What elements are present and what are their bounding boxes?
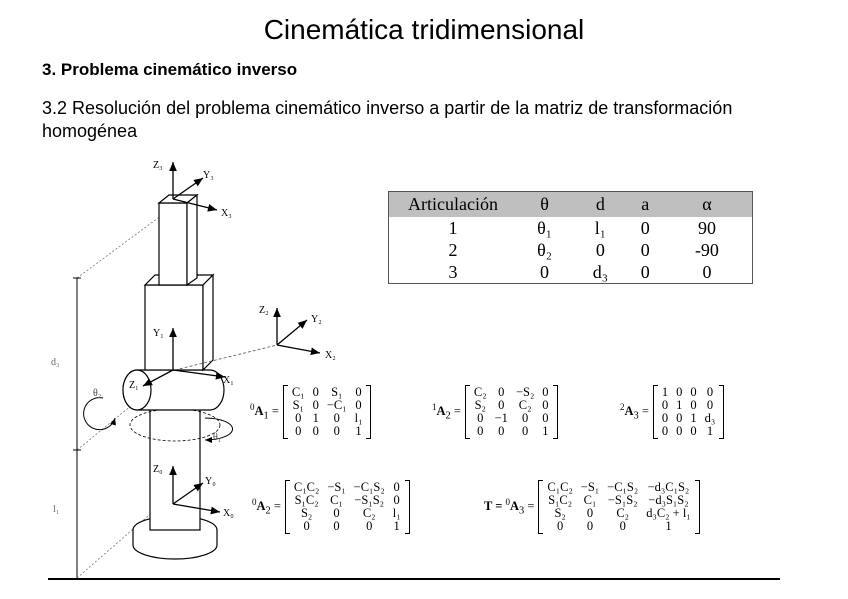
matrix-cell: 0: [706, 385, 714, 399]
matrix-cell: 0: [333, 506, 340, 520]
table-row: [389, 261, 753, 284]
l1-label: l₁: [53, 504, 60, 515]
table-cell: 1: [448, 217, 458, 238]
matrix-cell: 0: [295, 411, 302, 425]
matrix-cell: −d₃S₁S₂: [648, 493, 689, 507]
header-d: d: [572, 192, 629, 218]
matrix-cell: 1: [676, 398, 683, 412]
table-cell: 0: [540, 261, 550, 282]
matrix-cell: C₁: [330, 493, 343, 507]
matrix-cell: −S₁S₂: [607, 493, 638, 507]
matrix-cell: 0: [498, 385, 505, 399]
matrix-cell: −S₁: [327, 480, 346, 494]
matrix-cell: 0: [676, 411, 683, 425]
matrix-cell: −S₂: [515, 385, 535, 399]
table-cell: 0: [640, 261, 650, 282]
matrix-cell: S₁C₂: [548, 493, 573, 507]
matrix-cell: 0: [661, 411, 669, 425]
z0-label: Z₀: [153, 464, 163, 475]
theta1-label: θ₁: [213, 432, 222, 443]
matrix-cell: S₁C₂: [294, 493, 319, 507]
matrix-cell: 0: [355, 385, 362, 399]
y1-label: Y₁: [153, 328, 164, 339]
matrix-cell: −1: [494, 411, 508, 425]
y2-label: Y₂: [311, 314, 322, 325]
matrix-label: $^0A_1$ =: [250, 402, 279, 422]
matrix-cell: l₁: [354, 411, 363, 425]
matrix-cell: 0: [690, 398, 697, 412]
table-row: [389, 217, 753, 239]
matrix-cell: 0: [333, 411, 340, 425]
table-cell: 0: [640, 239, 650, 260]
matrix-label: $^1A_2$ =: [432, 402, 461, 422]
table-header-row: [389, 192, 753, 218]
matrix-cell: C₁: [583, 493, 597, 507]
matrix-cell: 0: [312, 424, 319, 438]
matrix-cell: 1: [706, 424, 714, 438]
matrix-cell: S₂: [300, 506, 313, 520]
matrix-cell: 0: [661, 398, 669, 412]
matrix-cell: 0: [312, 398, 319, 412]
matrix-cell: 1: [393, 519, 400, 533]
subsection-text: 3.2 Resolución del problema cinemático inverso a partir de la matriz de transformación homogénea: [42, 98, 733, 141]
matrix-cell: −C₁S₂: [353, 480, 385, 494]
matrix-cell: 0: [619, 519, 626, 533]
matrix-A12: [432, 385, 558, 439]
table-cell: 0: [640, 217, 650, 238]
table-cell: 90: [697, 217, 716, 238]
table-cell: θ₂: [537, 239, 552, 260]
matrix-T: [484, 480, 700, 534]
matrix-cell: 0: [366, 519, 373, 533]
matrix-cell: 0: [542, 411, 549, 425]
matrix-cell: 0: [521, 424, 529, 438]
matrix-label: $T = ^0A_3$ =: [484, 497, 535, 517]
y0-label: Y₀: [205, 476, 216, 487]
table-cell: 0: [595, 239, 605, 260]
x0-label: X₀: [223, 508, 234, 519]
header-a: a: [629, 192, 662, 218]
matrix-cell: 0: [690, 424, 697, 438]
d3-label: d₃: [51, 357, 60, 368]
matrix-cell: 0: [312, 385, 319, 399]
matrix-A02: [252, 480, 410, 534]
table-cell: d₃: [592, 261, 608, 282]
matrix-cell: 0: [676, 385, 683, 399]
matrix-cell: C₂: [518, 398, 532, 412]
matrix-cell: d₃: [704, 411, 716, 425]
matrix-cell: 0: [393, 480, 400, 494]
matrix-cell: −C₁: [326, 398, 347, 412]
matrix-cell: 0: [556, 519, 564, 533]
matrix-cell: 0: [498, 424, 505, 438]
z2-label: Z₂: [259, 305, 269, 316]
matrix-cell: S₂: [474, 398, 486, 412]
matrix-cell: 1: [542, 424, 549, 438]
table-cell: -90: [694, 239, 719, 260]
matrix-cell: 0: [706, 398, 714, 412]
z1-label: Z₁: [129, 380, 139, 391]
matrix-cell: 0: [303, 519, 310, 533]
table-cell: θ₁: [537, 217, 552, 238]
matrix-cell: S₁: [331, 385, 343, 399]
matrix-cell: 0: [586, 519, 594, 533]
section-heading: 3. Problema cinemático inverso: [42, 60, 298, 79]
header-articulacion: Articulación: [389, 192, 518, 218]
matrix-cell: 0: [676, 424, 683, 438]
matrix-label: $^0A_2$ =: [252, 497, 281, 517]
header-alpha: α: [662, 192, 753, 218]
matrix-cell: S₂: [554, 506, 566, 520]
matrix-cell: 0: [586, 506, 594, 520]
x3-label: X₃: [221, 208, 232, 219]
matrix-cell: C₂: [616, 506, 630, 520]
matrix-cell: 0: [333, 424, 340, 438]
y3-label: Y₃: [203, 170, 214, 181]
matrix-cell: −C₁S₂: [607, 480, 639, 494]
matrix-cell: −S₁S₂: [354, 493, 385, 507]
matrix-A23: [620, 385, 724, 439]
table-row: [389, 239, 753, 261]
slide-title: Cinemática tridimensional: [263, 14, 585, 45]
matrix-label: $^2A_3$ =: [620, 402, 649, 422]
table-cell: 0: [702, 261, 712, 282]
table-cell: 2: [448, 239, 458, 260]
matrix-cell: 0: [542, 385, 549, 399]
matrix-cell: 1: [690, 411, 697, 425]
table-cell: 3: [448, 261, 458, 282]
dh-parameter-table: [388, 191, 753, 284]
matrix-cell: 0: [477, 424, 484, 438]
x1-label: X₁: [223, 375, 234, 386]
matrix-cell: 1: [312, 411, 319, 425]
matrix-cell: 0: [295, 424, 302, 438]
x2-label: X₂: [325, 350, 336, 361]
matrix-cell: C₁: [291, 385, 305, 399]
matrix-cell: 0: [393, 493, 400, 507]
z3-label: Z₃: [153, 160, 163, 171]
matrix-cell: 0: [333, 519, 340, 533]
header-theta: θ: [517, 192, 572, 218]
matrix-cell: 1: [355, 424, 362, 438]
matrix-cell: 0: [661, 424, 669, 438]
matrix-cell: S₁: [292, 398, 304, 412]
matrix-cell: 0: [477, 411, 484, 425]
matrix-cell: −d₃C₁S₂: [647, 480, 690, 494]
matrix-cell: 0: [355, 398, 362, 412]
matrix-cell: 1: [661, 385, 669, 399]
matrix-cell: 1: [665, 519, 672, 533]
matrix-cell: 0: [542, 398, 549, 412]
matrix-cell: C₁C₂: [293, 480, 320, 494]
matrix-cell: −S₁: [580, 480, 600, 494]
matrix-cell: C₂: [362, 506, 376, 520]
matrix-A01: [250, 385, 371, 439]
matrix-cell: 0: [498, 398, 505, 412]
matrix-cell: l₁: [392, 506, 401, 520]
theta2-label: θ₂: [93, 388, 102, 399]
matrix-cell: C₁C₂: [547, 480, 573, 494]
slide-divider: [48, 578, 780, 580]
table-cell: l₁: [594, 217, 606, 238]
matrix-cell: 0: [521, 411, 529, 425]
matrix-cell: C₂: [473, 385, 487, 399]
matrix-cell: d₃C₂ + l₁: [646, 506, 691, 520]
matrix-cell: 0: [690, 385, 697, 399]
